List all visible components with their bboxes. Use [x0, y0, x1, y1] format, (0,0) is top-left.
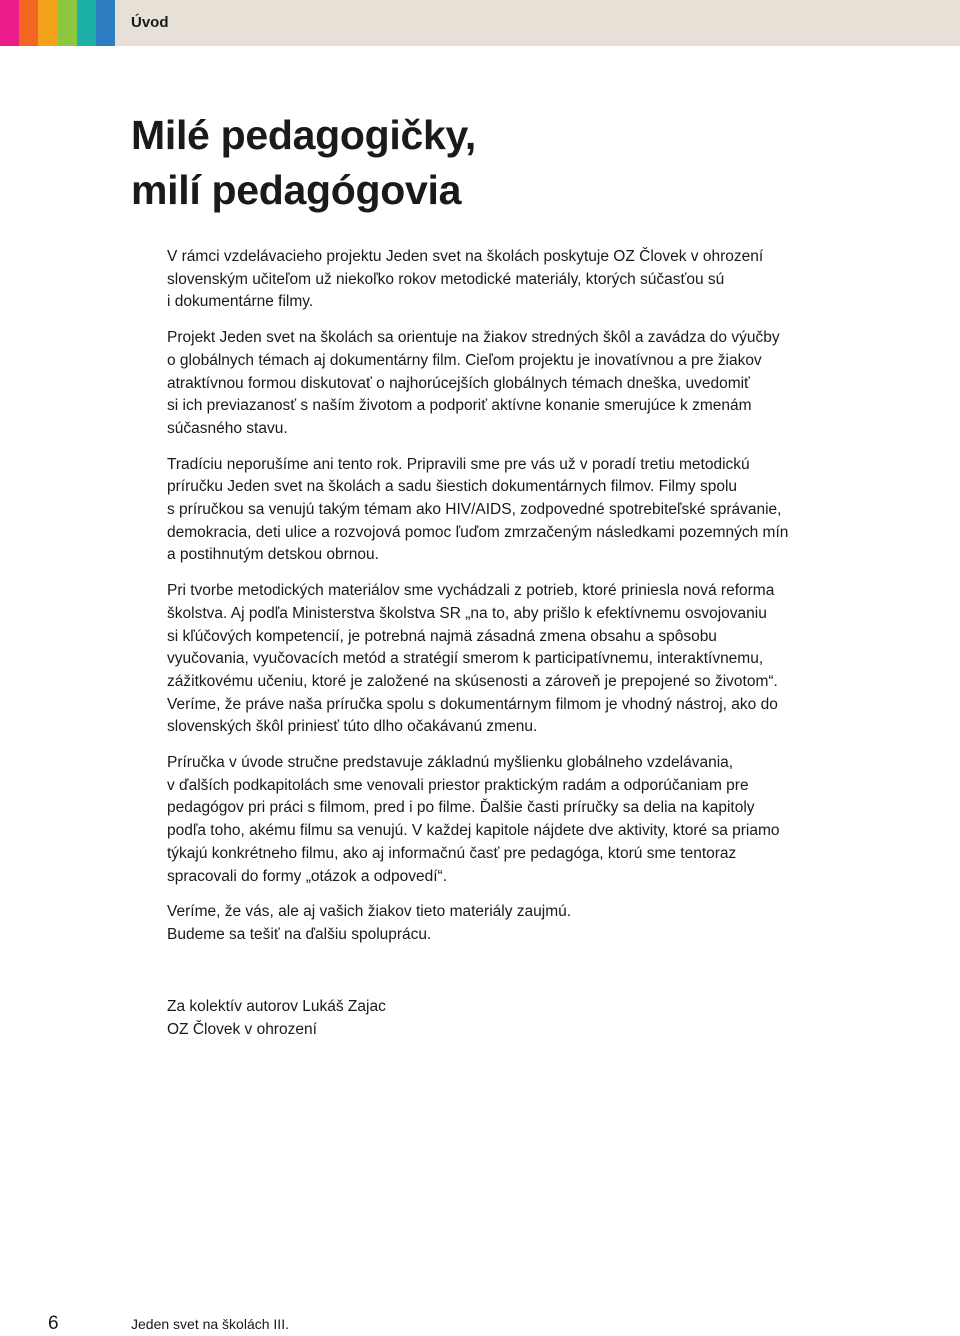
paragraph-line: i dokumentárne filmy.	[167, 293, 314, 311]
paragraph-line: si ich previazanosť s naším životom a podporiť aktívne konanie smerujúce k zmenám	[167, 397, 752, 415]
body-paragraph	[167, 901, 872, 946]
paragraph-line: V rámci vzdelávacieho projektu Jeden svet na školách poskytuje OZ Človek v ohrození	[167, 248, 764, 265]
body-paragraph	[167, 752, 872, 888]
signature	[167, 996, 386, 1041]
color-stripe	[58, 0, 77, 46]
color-stripe	[0, 0, 19, 46]
paragraph-line: si kľúčových kompetencií, je potrebná najmä zásadná zmena obsahu a spôsobu	[167, 627, 717, 645]
color-stripe	[19, 0, 38, 46]
body-paragraph	[167, 327, 872, 441]
paragraph-line: slovenských škôl priniesť túto dlho očakávanú zmenu.	[167, 718, 538, 736]
paragraph-line: vyučovania, vyučovacích metód a stratégií smerom k participatívnemu, interaktívnemu,	[167, 650, 764, 668]
title-line-2: milí pedagógovia	[131, 167, 462, 213]
paragraph-line: a postihnutým detskou obrnou.	[167, 546, 379, 564]
body-paragraph	[167, 454, 872, 568]
paragraph-line: demokracia, deti ulice a rozvojová pomoc ľuďom zmrzačeným následkami pozemných mín	[167, 523, 789, 541]
footer-publication-title: Jeden svet na školách III.	[131, 1316, 289, 1332]
paragraph-line: Príručka v úvode stručne predstavuje základnú myšlienku globálneho vzdelávania,	[167, 754, 734, 772]
header-bar	[0, 0, 960, 46]
color-stripes	[0, 0, 115, 46]
page-number: 6	[48, 1313, 59, 1334]
paragraph-line: podľa toho, akému filmu sa venujú. V každej kapitole nájdete dve aktivity, ktoré sa priamo	[167, 822, 780, 840]
paragraph-line: atraktívnou formou diskutovať o najhorúcejších globálnych témach dneška, uvedomiť	[167, 374, 750, 392]
body-paragraph	[167, 246, 872, 314]
paragraph-line: spracovali do formy „otázok a odpovedí“.	[167, 867, 447, 885]
paragraph-line: v ďalších podkapitolách sme venovali priestor praktickým radám a odporúčaniam pre	[167, 776, 749, 794]
title-line-1: Milé pedagogičky,	[131, 112, 477, 158]
paragraph-line: slovenským učiteľom už niekoľko rokov metodické materiály, ktorých súčasťou sú	[167, 270, 725, 288]
signature-line-2: OZ Človek v ohrození	[167, 1020, 317, 1038]
paragraph-line: pedagógov pri práci s filmom, pred i po filme. Ďalšie časti príručky sa delia na kapitoly	[167, 799, 755, 817]
color-stripe	[77, 0, 96, 46]
section-label: Úvod	[131, 14, 169, 31]
body-paragraph	[167, 580, 872, 739]
page-title	[131, 108, 476, 218]
paragraph-line: s príručkou sa venujú takým témam ako HIV/AIDS, zodpovedné spotrebiteľské správanie,	[167, 501, 782, 519]
body-text	[167, 246, 872, 960]
paragraph-line: zážitkovému učeniu, ktoré je založené na skúsenosti a zároveň je prepojené so životom“.	[167, 672, 778, 690]
paragraph-line: Veríme, že práve naša príručka spolu s dokumentárnym filmom je vhodný nástroj, ako do	[167, 695, 778, 713]
paragraph-line: školstva. Aj podľa Ministerstva školstva SR „na to, aby prišlo k efektívnemu osvojovaniu	[167, 604, 767, 622]
paragraph-line: Projekt Jeden svet na školách sa orientuje na žiakov stredných škôl a zavádza do výučby	[167, 329, 780, 347]
paragraph-line: o globálnych témach aj dokumentárny film. Cieľom projektu je inovatívnou a pre žiakov	[167, 351, 762, 369]
signature-line-1: Za kolektív autorov Lukáš Zajac	[167, 998, 386, 1015]
paragraph-line: Budeme sa tešiť na ďalšiu spoluprácu.	[167, 925, 432, 943]
color-stripe	[96, 0, 115, 46]
color-stripe	[38, 0, 57, 46]
paragraph-line: Pri tvorbe metodických materiálov sme vychádzali z potrieb, ktoré priniesla nová reforma	[167, 582, 775, 600]
paragraph-line: týkajú konkrétneho filmu, ako aj informačnú časť pre pedagóga, ktorú sme tentoraz	[167, 844, 737, 862]
paragraph-line: Tradíciu neporušíme ani tento rok. Pripravili sme pre vás už v poradí tretiu metodickú	[167, 455, 750, 473]
paragraph-line: Veríme, že vás, ale aj vašich žiakov tieto materiály zaujmú.	[167, 903, 572, 921]
paragraph-line: príručku Jeden svet na školách a sadu šiestich dokumentárnych filmov. Filmy spolu	[167, 478, 738, 496]
paragraph-line: súčasného stavu.	[167, 419, 288, 437]
